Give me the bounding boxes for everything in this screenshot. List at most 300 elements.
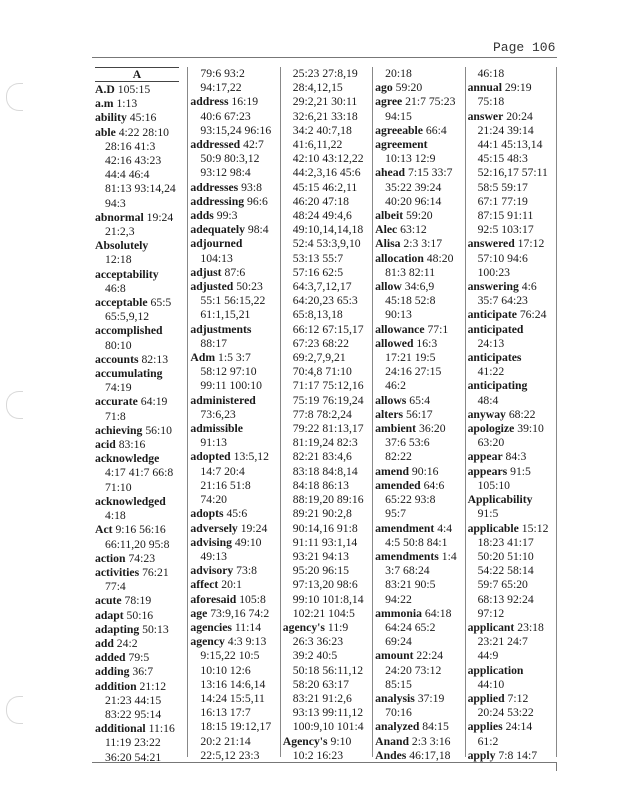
index-continuation: 61:1,15,21 bbox=[200, 308, 251, 322]
index-references: 23:18 bbox=[514, 620, 544, 634]
index-references: 20:1 bbox=[218, 578, 242, 592]
index-entry bbox=[190, 181, 279, 195]
index-references: 90:16 bbox=[408, 464, 439, 478]
index-continuation: 68:13 92:24 bbox=[477, 592, 534, 606]
index-references: 84:15 bbox=[419, 720, 449, 734]
index-references: 73:9,16 74:2 bbox=[207, 606, 270, 620]
index-term: agencies bbox=[190, 620, 232, 634]
index-term: adopted bbox=[190, 450, 231, 464]
index-references: 84:3 bbox=[502, 450, 527, 464]
index-term: Andes bbox=[375, 748, 407, 762]
index-continuation: 77:8 78:2,24 bbox=[292, 407, 352, 421]
index-continuation: 41:6,11,22 bbox=[292, 138, 343, 152]
index-term: addition bbox=[95, 679, 137, 693]
index-continuation: 65:5,9,12 bbox=[105, 310, 150, 324]
index-entry bbox=[190, 607, 279, 621]
index-term: acceptability bbox=[95, 267, 159, 281]
index-term: agree bbox=[375, 95, 403, 109]
index-entry bbox=[468, 522, 556, 536]
index-term: abnormal bbox=[95, 210, 144, 224]
index-continuation: 42:16 43:23 bbox=[105, 154, 162, 168]
index-entry bbox=[468, 81, 556, 95]
index-continuation: 26:3 36:23 bbox=[292, 635, 344, 649]
index-entry bbox=[375, 550, 464, 564]
index-references: 7:12 bbox=[504, 691, 529, 705]
index-column-4 bbox=[372, 67, 464, 762]
index-term: annual bbox=[467, 81, 502, 95]
index-term: ambient bbox=[375, 422, 417, 436]
index-continuation: 32:6,21 33:18 bbox=[292, 109, 358, 123]
index-continuation: 10:10 12:6 bbox=[200, 663, 251, 677]
index-entry bbox=[468, 408, 556, 422]
index-continuation: 66:12 67:15,17 bbox=[292, 322, 364, 336]
page-number: Page 106 bbox=[493, 40, 556, 55]
index-entry bbox=[95, 111, 187, 125]
index-continuation: 58:5 59:17 bbox=[477, 180, 528, 194]
index-continuation: 75:19 76:19,24 bbox=[292, 393, 364, 407]
index-continuation: 44:1 45:13,14 bbox=[477, 138, 543, 152]
index-continuation: 54:22 58:14 bbox=[477, 564, 534, 578]
index-entry bbox=[375, 209, 464, 223]
index-continuation: 45:15 48:3 bbox=[477, 152, 528, 166]
index-term: Anand bbox=[375, 734, 409, 748]
index-references: 63:12 bbox=[397, 223, 427, 237]
index-continuation: 100:23 bbox=[477, 265, 511, 279]
index-term: advising bbox=[190, 535, 232, 549]
index-continuation: 49:13 bbox=[200, 549, 228, 563]
index-continuation: 17:21 19:5 bbox=[385, 351, 436, 365]
index-continuation: 83:22 95:14 bbox=[105, 707, 162, 721]
index-entry bbox=[190, 593, 279, 607]
index-continuation: 90:14,16 91:8 bbox=[292, 521, 358, 535]
index-continuation: 24:20 73:12 bbox=[385, 663, 442, 677]
index-entry bbox=[468, 308, 556, 322]
index-term: adversely bbox=[190, 521, 238, 535]
index-term: a.m bbox=[95, 97, 114, 111]
index-entry bbox=[375, 692, 464, 706]
index-continuation: 73:6,23 bbox=[200, 407, 236, 421]
index-continuation: 81:3 82:11 bbox=[385, 265, 436, 279]
index-continuation: 44:9 bbox=[477, 649, 499, 663]
index-entry bbox=[95, 552, 187, 566]
index-term: addresses bbox=[190, 180, 239, 194]
index-term: acceptable bbox=[95, 296, 148, 310]
index-references: 16:19 bbox=[228, 95, 259, 109]
index-term: adjust bbox=[190, 265, 222, 279]
index-term: Act bbox=[95, 523, 113, 537]
index-continuation: 21:23 44:15 bbox=[105, 693, 162, 707]
index-continuation: 84:18 86:13 bbox=[292, 478, 349, 492]
index-continuation: 16:13 17:7 bbox=[200, 706, 251, 720]
index-entry bbox=[468, 749, 556, 763]
index-references: 56:17 bbox=[403, 407, 433, 421]
index-references: 9:16 56:16 bbox=[112, 523, 166, 537]
index-term: adds bbox=[190, 209, 214, 223]
index-continuation: 94:22 bbox=[385, 592, 412, 606]
index-entry bbox=[468, 237, 556, 251]
index-continuation: 35:7 64:23 bbox=[477, 294, 528, 308]
index-entry bbox=[468, 422, 556, 436]
index-entry bbox=[190, 195, 279, 209]
index-references: 36:20 bbox=[416, 422, 446, 436]
index-entry bbox=[190, 209, 279, 223]
index-continuation: 59:7 65:20 bbox=[477, 578, 528, 592]
index-continuation: 85:15 bbox=[385, 677, 412, 691]
index-term: addressed bbox=[190, 138, 241, 152]
index-references: 21:12 bbox=[136, 679, 167, 693]
index-references: 82:13 bbox=[138, 352, 169, 366]
index-column-1 bbox=[95, 67, 187, 764]
index-continuation: 70:4,8 71:10 bbox=[292, 365, 352, 379]
index-term: allowed bbox=[375, 336, 414, 350]
index-term: ability bbox=[95, 111, 127, 125]
index-term: allows bbox=[375, 393, 407, 407]
index-references: 2:3 3:17 bbox=[400, 237, 443, 251]
index-entry bbox=[190, 280, 279, 294]
index-references: 50:23 bbox=[233, 280, 263, 294]
index-term: ahead bbox=[375, 166, 406, 180]
index-continuation: 100:9,10 101:4 bbox=[292, 720, 364, 734]
index-continuation: 45:15 46:2,11 bbox=[292, 180, 358, 194]
index-references: 79:5 bbox=[125, 651, 150, 665]
index-entry bbox=[375, 465, 464, 479]
index-continuation: 93:12 98:4 bbox=[200, 166, 251, 180]
index-continuation: 65:22 93:8 bbox=[385, 493, 436, 507]
index-column-3 bbox=[280, 67, 372, 762]
index-entry bbox=[468, 664, 556, 678]
index-entry bbox=[375, 81, 464, 95]
index-references: 34:6,9 bbox=[401, 280, 435, 294]
index-entry bbox=[375, 408, 464, 422]
index-continuation: 79:22 81:13,17 bbox=[292, 422, 364, 436]
index-continuation: 21:16 51:8 bbox=[200, 478, 251, 492]
index-term: Absolutely bbox=[95, 239, 149, 253]
index-continuation: 34:2 40:7,18 bbox=[292, 123, 352, 137]
index-continuation: 46:18 bbox=[477, 67, 505, 80]
index-term: action bbox=[95, 551, 126, 565]
index-continuation: 99:10 101:8,14 bbox=[292, 592, 364, 606]
index-references: 16:3 bbox=[413, 336, 438, 350]
index-entry bbox=[190, 266, 279, 280]
index-references: 21:7 75:23 bbox=[402, 95, 456, 109]
index-references: 64:18 bbox=[421, 606, 452, 620]
index-references: 56:10 bbox=[142, 423, 172, 437]
index-entry bbox=[190, 223, 279, 237]
index-entry bbox=[95, 637, 187, 651]
index-entry bbox=[375, 422, 464, 436]
index-term: able bbox=[95, 125, 116, 139]
index-entry bbox=[375, 223, 464, 237]
index-entry bbox=[95, 324, 187, 338]
index-term: agreement bbox=[375, 138, 428, 152]
index-continuation: 71:10 bbox=[105, 480, 132, 494]
index-continuation: 29:2,21 30:11 bbox=[292, 95, 358, 109]
index-term: allocation bbox=[375, 251, 424, 265]
index-entry bbox=[190, 237, 279, 251]
index-entry bbox=[95, 523, 187, 537]
index-continuation: 40:6 67:23 bbox=[200, 109, 251, 123]
index-continuation: 37:6 53:6 bbox=[385, 436, 430, 450]
index-continuation: 90:13 bbox=[385, 308, 412, 322]
index-continuation: 64:3,7,12,17 bbox=[292, 280, 352, 294]
index-entry bbox=[95, 395, 187, 409]
index-references: 24:14 bbox=[502, 720, 533, 734]
index-entry bbox=[95, 353, 187, 367]
index-term: albeit bbox=[375, 209, 404, 223]
index-references: 64:19 bbox=[137, 395, 168, 409]
index-continuation: 63:20 bbox=[477, 436, 505, 450]
index-continuation: 14:7 20:4 bbox=[200, 464, 245, 478]
index-entry bbox=[375, 124, 464, 138]
index-continuation: 102:21 104:5 bbox=[292, 606, 355, 620]
index-continuation: 71:8 bbox=[105, 409, 126, 423]
index-references: 96:6 bbox=[244, 194, 268, 208]
index-continuation: 24:16 27:15 bbox=[385, 365, 442, 379]
index-continuation: 80:10 bbox=[105, 338, 132, 352]
index-continuation: 58:12 97:10 bbox=[200, 365, 257, 379]
index-term: additional bbox=[95, 722, 146, 736]
index-continuation: 48:24 49:4,6 bbox=[292, 209, 352, 223]
index-term: amended bbox=[375, 478, 421, 492]
index-references: 11:9 bbox=[324, 620, 349, 634]
index-continuation: 23:21 24:7 bbox=[477, 635, 528, 649]
index-continuation: 82:22 bbox=[385, 450, 412, 464]
index-continuation: 45:18 52:8 bbox=[385, 294, 436, 308]
index-continuation: 44:2,3,16 45:6 bbox=[292, 166, 361, 180]
index-term: achieving bbox=[95, 423, 143, 437]
index-entry bbox=[95, 594, 187, 608]
index-term: Agency's bbox=[282, 734, 328, 748]
index-continuation: 97:12 bbox=[477, 606, 505, 620]
index-term: adjusted bbox=[190, 280, 234, 294]
index-continuation: 50:9 80:3,12 bbox=[200, 152, 260, 166]
index-references: 20:24 bbox=[503, 109, 533, 123]
index-column-5 bbox=[465, 67, 557, 762]
index-entry bbox=[375, 649, 464, 663]
index-continuation: 44:4 46:4 bbox=[105, 168, 150, 182]
index-term: allowance bbox=[375, 322, 425, 336]
index-references: 45:6 bbox=[223, 507, 248, 521]
index-entry bbox=[95, 680, 187, 694]
index-continuation: 104:13 bbox=[200, 251, 233, 265]
index-continuation: 91:5 bbox=[477, 507, 499, 521]
index-entry bbox=[95, 623, 187, 637]
index-entry bbox=[468, 720, 556, 734]
index-entry bbox=[375, 522, 464, 536]
index-references: 11:16 bbox=[145, 722, 175, 736]
index-entry bbox=[190, 95, 279, 109]
index-term: amount bbox=[375, 649, 414, 663]
index-continuation: 91:11 93:1,14 bbox=[292, 535, 358, 549]
index-continuation: 9:15,22 10:5 bbox=[200, 649, 260, 663]
index-term: ago bbox=[375, 81, 393, 95]
index-continuation: 46:20 47:18 bbox=[292, 194, 349, 208]
index-continuation: 93:15,24 96:16 bbox=[200, 123, 272, 137]
index-continuation: 53:13 55:7 bbox=[292, 251, 344, 265]
index-entry bbox=[95, 452, 187, 466]
index-continuation: 71:17 75:12,16 bbox=[292, 379, 364, 393]
index-entry bbox=[468, 450, 556, 464]
index-term: appear bbox=[467, 450, 503, 464]
index-entry bbox=[468, 110, 556, 124]
index-continuation: 24:13 bbox=[477, 336, 505, 350]
index-entry bbox=[190, 351, 279, 365]
index-continuation: 89:21 90:2,8 bbox=[292, 507, 352, 521]
index-term: applicable bbox=[467, 521, 519, 535]
index-references: 19:24 bbox=[143, 210, 174, 224]
index-continuation: 94:3 bbox=[105, 196, 126, 210]
index-term: answered bbox=[467, 237, 515, 251]
index-references: 76:24 bbox=[516, 308, 547, 322]
index-entry bbox=[375, 138, 464, 152]
index-continuation: 83:21 91:2,6 bbox=[292, 691, 352, 705]
index-continuation: 99:11 100:10 bbox=[200, 379, 262, 393]
index-references: 73:8 bbox=[233, 564, 257, 578]
index-continuation: 88:19,20 89:16 bbox=[292, 493, 364, 507]
index-references: 45:16 bbox=[126, 111, 157, 125]
index-references: 99:3 bbox=[213, 209, 238, 223]
index-entry bbox=[468, 465, 556, 479]
index-continuation: 92:5 103:17 bbox=[477, 223, 534, 237]
index-term: ammonia bbox=[375, 606, 422, 620]
index-term: accounts bbox=[95, 352, 139, 366]
index-term: alters bbox=[375, 407, 404, 421]
index-continuation: 93:13 99:11,12 bbox=[292, 706, 364, 720]
index-continuation: 28:4,12,15 bbox=[292, 81, 343, 95]
index-continuation: 50:20 51:10 bbox=[477, 549, 534, 563]
index-entry bbox=[95, 239, 187, 253]
index-continuation: 21:2,3 bbox=[105, 225, 135, 239]
index-entry bbox=[190, 394, 279, 408]
index-continuation: 44:10 bbox=[477, 677, 505, 691]
index-references: 22:24 bbox=[413, 649, 444, 663]
index-continuation: 81:13 93:14,24 bbox=[105, 182, 176, 196]
index-continuation: 82:21 83:4,6 bbox=[292, 450, 352, 464]
index-entry bbox=[375, 95, 464, 109]
index-entry bbox=[375, 337, 464, 351]
index-term: acknowledged bbox=[95, 494, 166, 508]
index-continuation: 21:24 39:14 bbox=[477, 123, 534, 137]
index-references: 42:7 bbox=[240, 138, 264, 152]
binder-hole-middle bbox=[6, 391, 23, 419]
index-references: 98:4 bbox=[244, 223, 269, 237]
index-entry bbox=[95, 665, 187, 679]
index-continuation: 83:18 84:8,14 bbox=[292, 464, 358, 478]
index-references: 105:8 bbox=[236, 592, 266, 606]
binder-hole-bottom bbox=[6, 696, 23, 724]
index-entry bbox=[190, 536, 279, 550]
index-references: 4:4 bbox=[434, 521, 453, 535]
index-continuation: 50:18 56:11,12 bbox=[292, 663, 364, 677]
index-term: Adm bbox=[190, 351, 216, 365]
index-references: 83:16 bbox=[115, 438, 146, 452]
index-entry bbox=[95, 424, 187, 438]
index-entry bbox=[375, 237, 464, 251]
index-entry bbox=[95, 268, 187, 282]
index-references: 1:13 bbox=[113, 97, 138, 111]
index-continuation: 25:23 27:8,19 bbox=[292, 67, 358, 80]
index-continuation: 88:17 bbox=[200, 336, 228, 350]
index-continuation: 58:20 63:17 bbox=[292, 677, 349, 691]
index-entry bbox=[283, 621, 372, 635]
index-entry bbox=[95, 651, 187, 665]
index-references: 4:3 9:13 bbox=[224, 635, 267, 649]
index-continuation: 67:23 68:22 bbox=[292, 336, 349, 350]
index-term: answer bbox=[467, 109, 504, 123]
index-continuation: 65:8,13,18 bbox=[292, 308, 343, 322]
index-references: 65:4 bbox=[406, 393, 431, 407]
index-entry bbox=[95, 97, 187, 111]
index-continuation: 64:20,23 65:3 bbox=[292, 294, 358, 308]
section-letter: A bbox=[95, 67, 179, 82]
index-entry bbox=[375, 166, 464, 180]
index-entry bbox=[375, 479, 464, 493]
index-references: 59:20 bbox=[392, 81, 423, 95]
index-term: acknowledge bbox=[95, 452, 160, 466]
index-column-2 bbox=[187, 67, 279, 762]
index-references: 65:5 bbox=[147, 296, 172, 310]
index-references: 91:5 bbox=[507, 464, 531, 478]
index-entry bbox=[190, 138, 279, 152]
index-entry bbox=[375, 607, 464, 621]
index-continuation: 22:5,12 23:3 bbox=[200, 748, 260, 762]
index-references: 78:19 bbox=[121, 594, 152, 608]
index-continuation: 97:13,20 98:6 bbox=[292, 578, 358, 592]
index-term: agreeable bbox=[375, 123, 423, 137]
index-continuation: 13:16 14:6,14 bbox=[200, 677, 266, 691]
index-entry bbox=[468, 692, 556, 706]
index-references: 1:5 3:7 bbox=[215, 351, 251, 365]
index-continuation: 42:10 43:12,22 bbox=[292, 152, 364, 166]
index-term: apologize bbox=[467, 422, 515, 436]
index-continuation: 48:4 bbox=[477, 393, 499, 407]
index-continuation: 4:17 41:7 66:8 bbox=[105, 466, 174, 480]
index-term: acute bbox=[95, 594, 122, 608]
index-term: anyway bbox=[467, 407, 506, 421]
index-term: agency bbox=[190, 635, 225, 649]
index-continuation: 69:24 bbox=[385, 635, 412, 649]
index-continuation: 20:2 21:14 bbox=[200, 734, 251, 748]
index-references: 49:10 bbox=[231, 535, 262, 549]
index-references: 7:8 14:7 bbox=[495, 748, 538, 762]
index-entry bbox=[375, 280, 464, 294]
index-entry bbox=[190, 507, 279, 521]
index-term: applied bbox=[467, 691, 505, 705]
index-references: 93:8 bbox=[238, 180, 262, 194]
index-entry bbox=[375, 735, 464, 749]
index-continuation: 46:8 bbox=[105, 281, 126, 295]
index-entry bbox=[375, 252, 464, 266]
index-references: 7:15 33:7 bbox=[405, 166, 453, 180]
index-continuation: 91:13 bbox=[200, 436, 228, 450]
index-columns bbox=[95, 67, 557, 764]
index-continuation: 81:19,24 82:3 bbox=[292, 436, 358, 450]
index-entry bbox=[468, 621, 556, 635]
index-entry bbox=[95, 211, 187, 225]
index-entry bbox=[375, 394, 464, 408]
index-references: 37:19 bbox=[414, 691, 445, 705]
index-references: 46:17,18 bbox=[406, 748, 451, 762]
index-term: age bbox=[190, 606, 208, 620]
index-entry bbox=[468, 323, 556, 337]
index-references: 39:10 bbox=[514, 422, 544, 436]
index-term: amendments bbox=[375, 549, 439, 563]
index-continuation: 18:23 41:17 bbox=[477, 535, 534, 549]
index-references: 11:14 bbox=[231, 620, 262, 634]
index-term: adding bbox=[95, 665, 130, 679]
index-continuation: 49:10,14,14,18 bbox=[292, 223, 364, 237]
index-references: 76:21 bbox=[139, 565, 169, 579]
